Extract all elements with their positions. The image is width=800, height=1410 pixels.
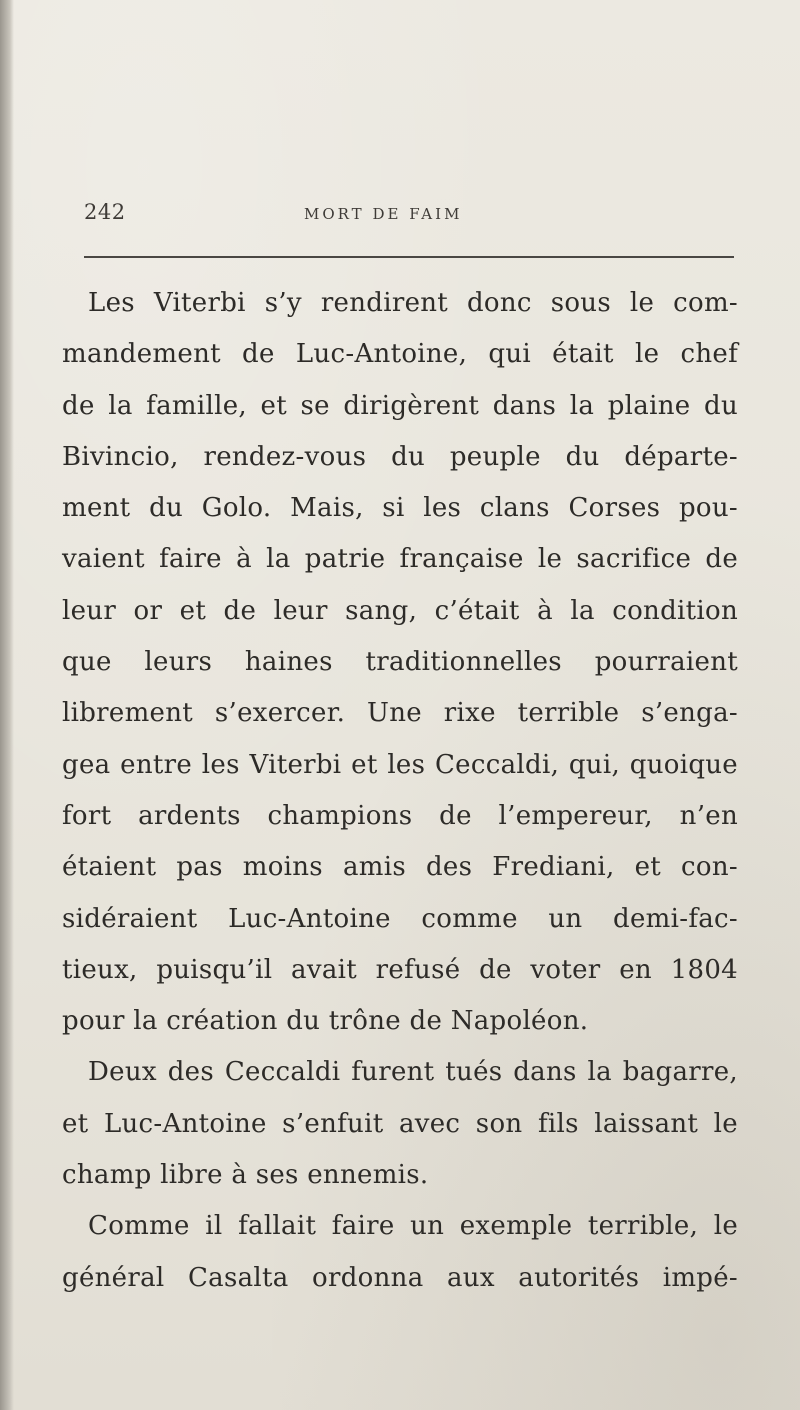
text-line: général Casalta ordonna aux autorités impé- bbox=[62, 1262, 738, 1293]
text-line: sidéraient Luc-Antoine comme un demi-fac- bbox=[62, 903, 738, 934]
page-number: 242 bbox=[84, 200, 126, 224]
text-line: et Luc-Antoine s’enfuit avec son fils laissant le bbox=[62, 1108, 738, 1139]
text-line: que leurs haines traditionnelles pourraient bbox=[62, 647, 738, 678]
running-title: MORT DE FAIM bbox=[304, 205, 463, 223]
page-gutter-shadow bbox=[0, 0, 14, 1410]
text-line: Les Viterbi s’y rendirent donc sous le com- bbox=[88, 288, 738, 318]
text-line: leur or et de leur sang, c’était à la condition bbox=[62, 595, 738, 626]
paragraph-2 bbox=[62, 1047, 738, 1201]
text-line: gea entre les Viterbi et les Ceccaldi, qui, quoique bbox=[62, 749, 738, 780]
text-line: vaient faire à la patrie française le sacrifice de bbox=[62, 544, 738, 575]
text-line: Bivincio, rendez-vous du peuple du départe- bbox=[62, 441, 738, 472]
text-line: ment du Golo. Mais, si les clans Corses pou- bbox=[62, 493, 738, 524]
body-text bbox=[62, 278, 738, 1304]
text-line: mandement de Luc-Antoine, qui était le chef bbox=[62, 339, 738, 370]
paragraph-1 bbox=[62, 278, 738, 1047]
paragraph-3 bbox=[62, 1201, 738, 1304]
text-line: fort ardents champions de l’empereur, n’en bbox=[62, 800, 738, 831]
text-line: étaient pas moins amis des Frediani, et con- bbox=[62, 852, 738, 883]
text-line: pour la création du trône de Napoléon. bbox=[62, 1006, 589, 1037]
text-line: librement s’exercer. Une rixe terrible s’enga- bbox=[62, 698, 738, 729]
header-rule bbox=[84, 256, 734, 258]
text-line: Deux des Ceccaldi furent tués dans la bagarre, bbox=[88, 1057, 738, 1088]
page-header bbox=[84, 200, 734, 234]
text-line: tieux, puisqu’il avait refusé de voter en 1804 bbox=[62, 954, 738, 985]
text-line: champ libre à ses ennemis. bbox=[62, 1160, 429, 1191]
text-line: de la famille, et se dirigèrent dans la plaine du bbox=[62, 390, 738, 421]
text-line: Comme il fallait faire un exemple terrible, le bbox=[88, 1211, 738, 1242]
